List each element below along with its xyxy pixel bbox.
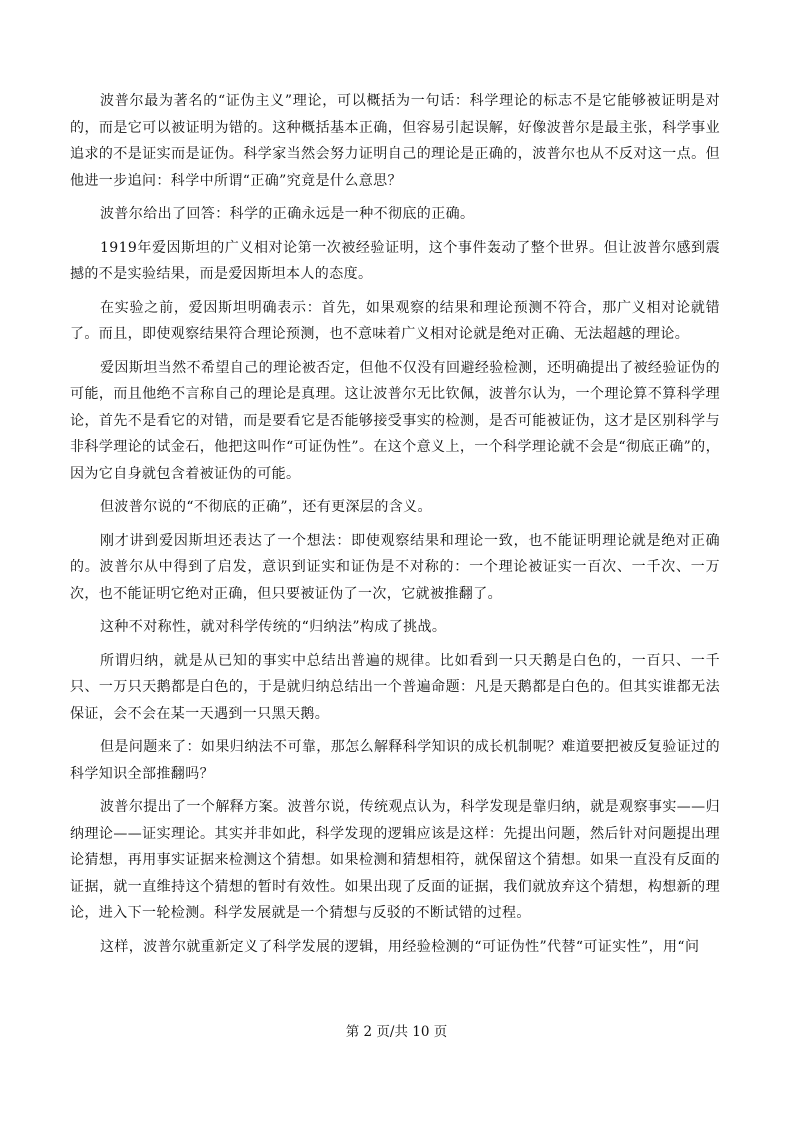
paragraph: 但波普尔说的“不彻底的正确”，还有更深层的含义。 <box>100 499 432 515</box>
paragraph: 1919年爱因斯坦的广义相对论第一次被经验证明，这个事件轰动了整个世界。但让波普尔感到震撼的不是实验结果，而是爱因斯坦本人的态度。 <box>70 239 720 282</box>
paragraph: 爱因斯坦当然不希望自己的理论被否定，但他不仅没有回避经验检测，还明确提出了被经验证伪的可能，而且他绝不言称自己的理论是真理。这让波普尔无比钦佩，波普尔认为，一个理论算不算科学理论，首先不是看它的对错，而是要看它是否能够接受事实的检测，是否可能被证伪，这才是区别科学与非科学理论的试金石，他把这叫作“可证伪性”。在这个意义上，一个科学理论就不会是“彻底正确”的，因为它自身就包含着被证伪的可能。 <box>70 359 720 482</box>
paragraph: 但是问题来了：如果归纳法不可靠，那怎么解释科学知识的成长机制呢？难道要把被反复验证过的科学知识全部推翻吗？ <box>70 739 720 782</box>
paragraph: 波普尔给出了回答：科学的正确永远是一种不彻底的正确。 <box>100 206 475 222</box>
paragraph: 这种不对称性，就对科学传统的“归纳法”构成了挑战。 <box>100 619 447 635</box>
paragraph: 波普尔最为著名的“证伪主义”理论，可以概括为一句话：科学理论的标志不是它能够被证明是对的，而是它可以被证明为错的。这种概括基本正确，但容易引起误解，好像波普尔是最主张，科学事业追求的不是证实而是证伪。科学家当然会努力证明自己的理论是正确的，波普尔也从不反对这一点。但他进一步追问：科学中所谓“正确”究竟是什么意思？ <box>70 93 720 189</box>
paragraph: 所谓归纳，就是从已知的事实中总结出普遍的规律。比如看到一只天鹅是白色的，一百只、一千只、一万只天鹅都是白色的，于是就归纳总结出一个普遍命题：凡是天鹅都是白色的。但其实谁都无法保证，会不会在某一天遇到一只黑天鹅。 <box>70 652 720 722</box>
page-number-footer: 第 2 页/共 10 页 <box>345 1024 448 1040</box>
paragraph: 刚才讲到爱因斯坦还表达了一个想法：即使观察结果和理论一致，也不能证明理论就是绝对正确的。波普尔从中得到了启发，意识到证实和证伪是不对称的：一个理论被证实一百次、一千次、一万次，也不能证明它绝对正确，但只要被证伪了一次，它就被推翻了。 <box>70 532 720 602</box>
paragraph: 这样，波普尔就重新定义了科学发展的逻辑，用经验检测的“可证伪性”代替“可证实性”，用“问 <box>100 938 700 955</box>
document-body <box>70 88 720 967</box>
paragraph: 波普尔提出了一个解释方案。波普尔说，传统观点认为，科学发现是靠归纳，就是观察事实——归纳理论——证实理论。其实并非如此，科学发现的逻辑应该是这样：先提出问题，然后针对问题提出理论猜想，再用事实证据来检测这个猜想。如果检测和猜想相符，就保留这个猜想。如果一直没有反面的证据，就一直维持这个猜想的暂时有效性。如果出现了反面的证据，我们就放弃这个猜想，构想新的理论，进入下一轮检测。科学发展就是一个猜想与反驳的不断试错的过程。 <box>70 799 720 921</box>
paragraph: 在实验之前，爱因斯坦明确表示：首先，如果观察的结果和理论预测不符合，那广义相对论就错了。而且，即使观察结果符合理论预测，也不意味着广义相对论就是绝对正确、无法超越的理论。 <box>70 299 720 342</box>
